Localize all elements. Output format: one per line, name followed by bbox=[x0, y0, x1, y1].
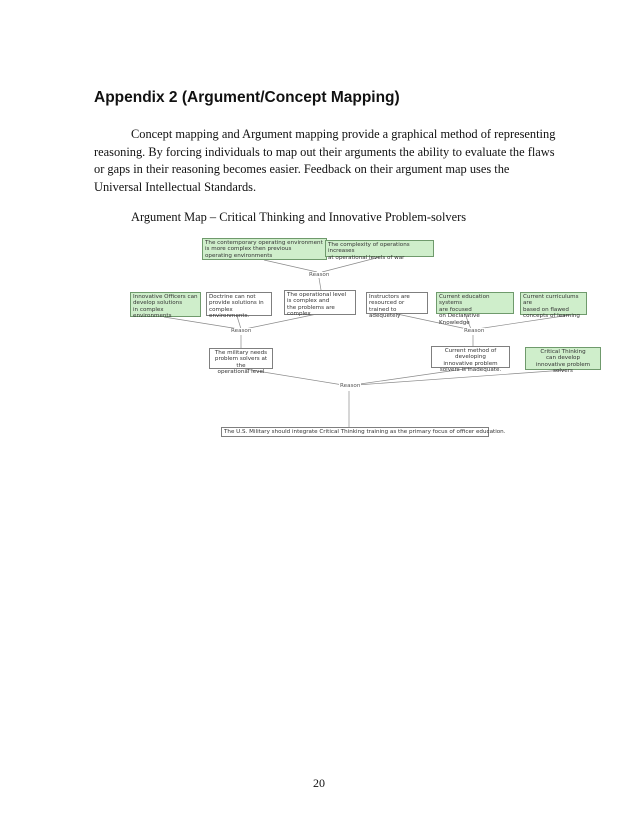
argument-map-connectors bbox=[127, 236, 601, 438]
paragraph-line: reasoning. By forcing individuals to map out their arguments the ability to evaluate the flaws bbox=[94, 144, 555, 159]
node-operational-level: The operational level is complex and the problems are complex bbox=[284, 290, 356, 315]
argument-map bbox=[127, 236, 601, 438]
reason-label-top: Reason bbox=[309, 272, 330, 278]
node-innovative-officers: Innovative Officers can develop solutions in complex environments bbox=[130, 292, 201, 317]
paragraph-line: Universal Intellectual Standards. bbox=[94, 179, 257, 194]
appendix-heading: Appendix 2 (Argument/Concept Mapping) bbox=[94, 89, 400, 106]
reason-label-bottom: Reason bbox=[340, 383, 361, 389]
intro-paragraph bbox=[94, 126, 564, 196]
node-conclusion: The U.S. Military should integrate Critical Thinking training as the primary focus of officer education. bbox=[221, 427, 489, 437]
node-military-needs: The military needs problem solvers at the operational level bbox=[209, 348, 273, 369]
node-curriculums: Current curriculums are based on flawed concepts of learning bbox=[520, 292, 587, 315]
paragraph-line: or gaps in their reasoning becomes easier. Feedback on their argument map uses the bbox=[94, 162, 510, 176]
reason-label-right: Reason bbox=[464, 328, 485, 334]
paragraph-line: Concept mapping and Argument mapping provide a graphical method of representing bbox=[131, 127, 556, 141]
page-number: 20 bbox=[313, 776, 325, 790]
argument-map-caption: Argument Map – Critical Thinking and Innovative Problem-solvers bbox=[131, 210, 467, 224]
node-current-method: Current method of developing innovative problem solvers is inadequate. bbox=[431, 346, 510, 368]
node-contemporary-environment: The contemporary operating environment is more complex then previous operating environments bbox=[202, 238, 327, 260]
node-doctrine: Doctrine can not provide solutions in complex environments. bbox=[206, 292, 272, 316]
node-instructors: Instructors are resourced or trained to adequetely bbox=[366, 292, 428, 314]
node-education-systems: Current education systems are focused on Declarative Knowledge bbox=[436, 292, 514, 314]
node-critical-thinking: Critical Thinking can develop innovative problem solvers bbox=[525, 347, 601, 370]
reason-label-left: Reason bbox=[231, 328, 252, 334]
node-operational-complexity: The complexity of operations increases at operational levels of war bbox=[325, 240, 434, 257]
